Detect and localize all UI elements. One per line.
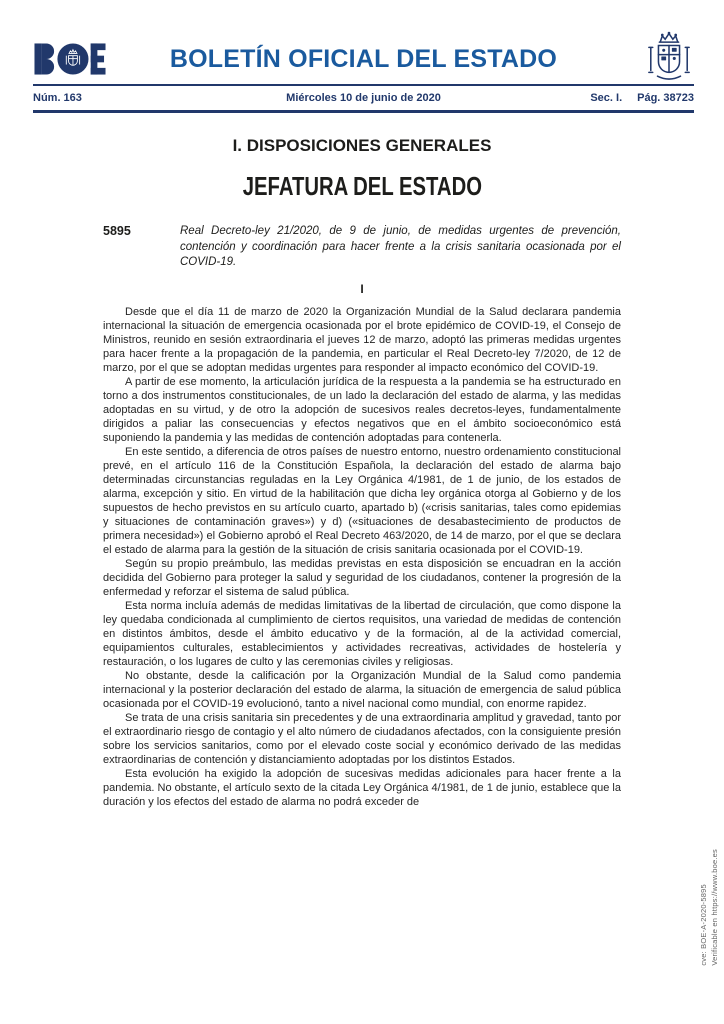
paragraph: Esta evolución ha exigido la adopción de sucesivas medidas adicionales para hacer frente a la pandemia. No obstante, el artículo sexto de la citada Ley Orgánica 4/1981, de 1 de junio, establece que la duración y los efectos del estado de alarma no podrá exceder de [103, 767, 621, 808]
page-number: Pág. 38723 [637, 92, 694, 104]
paragraph: No obstante, desde la calificación por la Organización Mundial de la Salud como pandemia internacional y la posterior declaración del estado de alarma, la situación de emergencia de salud pública ocasionada por el COVID-19 evolucionó, tanto a nivel nacional como mundial, con enorme rapidez. [103, 669, 621, 710]
document-body [103, 137, 621, 809]
disposition-heading [103, 224, 621, 271]
header-top-row [33, 36, 694, 84]
verification-url: Verificable en https://www.boe.es [710, 849, 719, 966]
paragraph: A partir de ese momento, la articulación jurídica de la respuesta a la pandemia se ha estructurado en torno a dos instrumentos constitucionales, de un lado la declaración del estado de alarma, y las medidas adoptadas en su virtud, y de otro la adopción de sucesivos reales decretos-leyes, fundamentalmente dirigidos a paliar las consecuencias y efectos negativos que en el ámbito socioeconómico está suponiendo la pandemia y las medidas de contención adoptadas para contenerla. [103, 375, 621, 444]
issue-date: Miércoles 10 de junio de 2020 [286, 92, 441, 104]
spain-coat-of-arms-icon [646, 30, 692, 89]
disposition-title: Real Decreto-ley 21/2020, de 9 de junio, de medidas urgentes de prevención, contención y coordinación para hacer frente a la crisis sanitaria ocasionada por el COVID-19. [180, 225, 621, 268]
paragraph: Según su propio preámbulo, las medidas previstas en esta disposición se encuadran en la acción decidida del Gobierno para proteger la salud y seguridad de los ciudadanos, contener la progresión de la enfermedad y reforzar el sistema de salud pública. [103, 557, 621, 598]
part-heading-roman-numeral: I [360, 281, 364, 296]
bulletin-title: BOLETÍN OFICIAL DEL ESTADO [169, 45, 558, 73]
cve-code: cve: BOE-A-2020-5895 [699, 884, 708, 966]
issue-number: Núm. 163 [33, 92, 82, 104]
header-meta-row [33, 86, 694, 110]
paragraph: Esta norma incluía además de medidas limitativas de la libertad de circulación, que como dispone la ley quedaba condicionada al cumplimiento de ciertos requisitos, una variedad de medidas de contención en distintos ámbitos, desde el ámbito educativo y de la formación, al de la actividad comercial, equipamientos culturales, establecimientos y actividades recreativas, actividades de hostelería y restauración, o los lugares de culto y las ceremonias civiles y religiosas. [103, 599, 621, 668]
department-heading: JEFATURA DEL ESTADO [242, 171, 482, 201]
paragraph: Se trata de una crisis sanitaria sin precedentes y de una extraordinaria amplitud y gravedad, tanto por el extraordinario riesgo de contagio y el alto número de ciudadanos afectados, con la consiguiente presión sobre los servicios sanitarios, como por el elevado coste social y económico derivado de las medidas extraordinarias de contención y distanciamiento adoptadas por los distintos Estados. [103, 711, 621, 766]
paragraph: Desde que el día 11 de marzo de 2020 la Organización Mundial de la Salud declarara pandemia internacional la situación de emergencia ocasionada por el brote epidémico de COVID-19, el Consejo de Ministros, reunido en sesión extraordinaria el jueves 12 de marzo, adoptó las primeras medidas urgentes para hacer frente a la propagación de la pandemia, en particular el Real Decreto-ley 7/2020, de 12 de marzo, por el que se adoptan medidas urgentes para responder al impacto económico del COVID-19. [103, 305, 621, 374]
disposition-number: 5895 [103, 224, 131, 238]
section-label: Sec. I. [590, 92, 623, 104]
section-and-page [496, 92, 694, 104]
section-heading: I. DISPOSICIONES GENERALES [232, 136, 492, 155]
boe-logo-icon [33, 37, 107, 86]
paragraph: En este sentido, a diferencia de otros países de nuestro entorno, nuestro ordenamiento constitucional prevé, en el artículo 116 de la Constitución Española, la declaración del estado de alarma bajo determinadas circunstancias reguladas en la Ley Orgánica 4/1981, de 1 de junio, de los estados de alarma, excepción y sitio. En virtud de la habilitación que dicha ley orgánica otorga al Gobierno y de los supuestos de hecho previstos en su artículo cuarto, apartado b) («crisis sanitarias, tales como epidemias y situaciones de contaminación graves») y d) («situaciones de desabastecimiento de productos de primera necesidad») el Gobierno aprobó el Real Decreto 463/2020, de 14 de marzo, por el que se declara el estado de alarma para la gestión de la situación de crisis sanitaria ocasionada por el COVID-19. [103, 445, 621, 556]
verification-sidebar [698, 849, 720, 966]
header-rule-bottom [33, 110, 694, 113]
page-header [33, 36, 694, 113]
